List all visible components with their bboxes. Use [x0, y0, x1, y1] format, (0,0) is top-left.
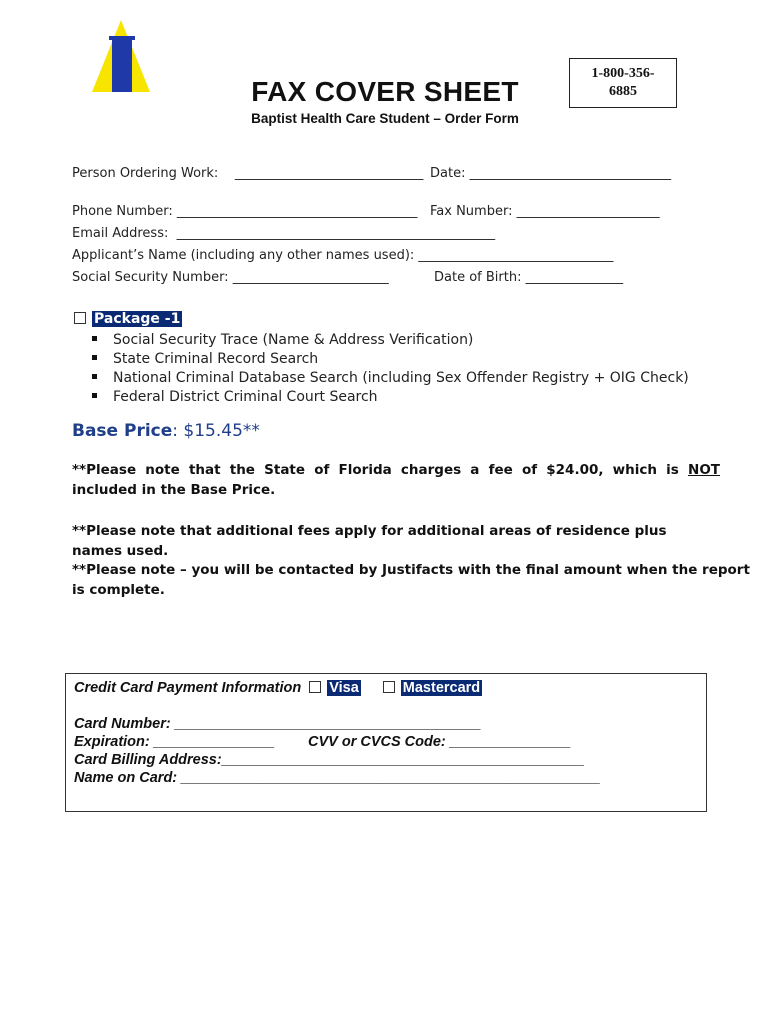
base-price — [72, 421, 260, 441]
bullet-icon — [92, 336, 97, 341]
phone-number-box — [569, 58, 677, 108]
billing-address-field[interactable]: Card Billing Address:_____________________________________________ — [74, 752, 585, 768]
fax-number-field[interactable]: Fax Number: ______________________ — [430, 204, 660, 219]
package-label: Package -1 — [94, 311, 181, 327]
mastercard-checkbox[interactable] — [383, 681, 395, 693]
package-checkbox[interactable] — [74, 312, 86, 324]
mastercard-label: Mastercard — [402, 680, 481, 696]
email-field[interactable]: Email Address: _________________________________________________ — [72, 226, 496, 241]
list-item: Social Security Trace (Name & Address Verification) — [92, 331, 689, 350]
phone-number-field[interactable]: Phone Number: _____________________________________ — [72, 204, 418, 219]
name-on-card-field[interactable]: Name on Card: ____________________________________________________ — [74, 770, 601, 786]
person-ordering-field[interactable]: Person Ordering Work: _____________________________ — [72, 166, 424, 181]
base-price-label: Base Price — [72, 421, 173, 441]
cvv-field[interactable]: CVV or CVCS Code: _______________ — [308, 734, 571, 750]
florida-fee-note: **Please note that the State of Florida charges a fee of $24.00, which is NOT included in the Base Price. — [72, 462, 720, 498]
visa-checkbox[interactable] — [309, 681, 321, 693]
date-field[interactable]: Date: _______________________________ — [430, 166, 672, 181]
package-items-list — [92, 331, 689, 407]
company-logo — [92, 20, 150, 94]
page-subtitle: Baptist Health Care Student – Order Form — [251, 111, 519, 126]
credit-card-heading-row — [74, 680, 482, 696]
dob-field[interactable]: Date of Birth: _______________ — [434, 270, 624, 285]
phone-line-1: 1-800-356- — [591, 66, 655, 81]
list-item: Federal District Criminal Court Search — [92, 388, 689, 407]
additional-fees-note: **Please note that additional fees apply for additional areas of residence plus names used. — [72, 523, 667, 559]
list-item: National Criminal Database Search (including Sex Offender Registry + OIG Check) — [92, 369, 689, 388]
visa-label: Visa — [329, 680, 359, 696]
final-amount-note: **Please note – you will be contacted by Justifacts with the final amount when the report is complete. — [72, 562, 750, 598]
base-price-value: : $15.45** — [172, 421, 260, 441]
bullet-icon — [92, 355, 97, 360]
credit-card-heading: Credit Card Payment Information — [74, 680, 302, 696]
phone-line-2: 6885 — [609, 84, 637, 99]
bullet-icon — [92, 393, 97, 398]
list-item: State Criminal Record Search — [92, 350, 689, 369]
bullet-icon — [92, 374, 97, 379]
ssn-field[interactable]: Social Security Number: ________________________ — [72, 270, 389, 285]
card-number-field[interactable]: Card Number: ______________________________________ — [74, 716, 482, 732]
package-option[interactable] — [74, 311, 182, 327]
applicant-name-field[interactable]: Applicant’s Name (including any other names used): ______________________________ — [72, 248, 614, 263]
expiration-field[interactable]: Expiration: _______________ — [74, 734, 275, 750]
page-title: FAX COVER SHEET — [251, 76, 519, 107]
